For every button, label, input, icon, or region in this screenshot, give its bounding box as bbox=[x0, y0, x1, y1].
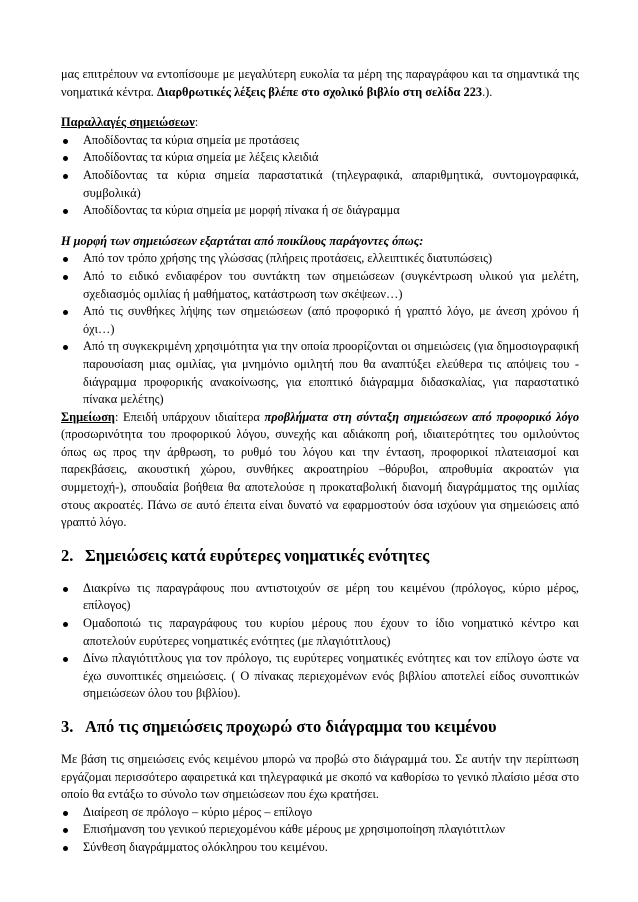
section-2-number: 2. bbox=[61, 545, 74, 565]
bullet-icon bbox=[63, 310, 68, 315]
list-item bbox=[61, 338, 579, 408]
list-item-text: Αποδίδοντας τα κύρια σημεία με λέξεις κλειδιά bbox=[83, 150, 319, 165]
bullet-icon bbox=[63, 846, 68, 851]
section-2-heading bbox=[61, 545, 579, 567]
bullet-icon bbox=[63, 345, 68, 350]
list-item-text: Από τις συνθήκες λήψης των σημειώσεων (από προφορικό ή γραπτό λόγο, με άνεση χρόνου ή όχι…) bbox=[83, 304, 579, 336]
list-item bbox=[61, 650, 579, 703]
list-item-text: Διακρίνω τις παραγράφους που αντιστοιχούν σε μέρη του κειμένου (πρόλογος, κύριο μέρος, επίλογος) bbox=[83, 580, 579, 613]
list-item bbox=[61, 167, 579, 202]
section-3-heading bbox=[61, 716, 579, 738]
list-item bbox=[61, 839, 579, 857]
section-3-paragraph: Με βάση τις σημειώσεις ενός κειμένου μπορώ να προβώ στο διάγραμμά του. Σε αυτήν την περίπτωση εργάζομαι περισσότερο αφαιρετικά και τηλεγραφικά με σκοπό να καθορίσω το γενικό πλαίσιο μέσα στο οποίο θα εντάξω το σύνολο των σημειώσεων που έχω κρατήσει. bbox=[61, 752, 579, 802]
list-item-text: Αποδίδοντας τα κύρια σημεία με προτάσεις bbox=[83, 132, 300, 147]
list-item-text: Αποδίδοντας τα κύρια σημεία παραστατικά (τηλεγραφικά, απαριθμητικά, συντομογραφικά, συμβολικά) bbox=[83, 167, 579, 200]
bullet-icon bbox=[63, 587, 68, 592]
list-item-text: Δίνω πλαγιότιτλους για τον πρόλογο, τις ευρύτερες νοηματικές ενότητες και τον επίλογο ώστε να έχω συνοπτικές σημειώσεις. ( Ο πίνακας περιεχομένων ενός βιβλίου αποτελεί είδος συνοπτικών σημειώσεων όλου του βιβλίου). bbox=[83, 651, 579, 701]
spacer bbox=[61, 220, 579, 233]
intro-tail: .). bbox=[482, 84, 493, 99]
bullet-icon bbox=[63, 622, 68, 627]
list-item bbox=[61, 804, 579, 822]
bullet-icon bbox=[63, 174, 68, 179]
list-item bbox=[61, 149, 579, 167]
note-label: Σημείωση bbox=[61, 409, 115, 424]
intro-text: μας επιτρέπουν να εντοπίσουμε με μεγαλύτερη ευκολία τα μέρη της παραγράφου και τα σημαντικά της νοηματικά κέντρα. bbox=[61, 67, 579, 99]
bullet-icon bbox=[63, 257, 68, 262]
bullet-icon bbox=[63, 139, 68, 144]
list-item-text: Διαίρεση σε πρόλογο – κύριο μέρος – επίλογο bbox=[83, 804, 313, 819]
bullet-icon bbox=[63, 828, 68, 833]
list-item bbox=[61, 580, 579, 615]
variations-heading bbox=[61, 114, 579, 132]
document-page bbox=[61, 66, 579, 857]
intro-paragraph bbox=[61, 66, 579, 101]
variations-heading-text: Παραλλαγές σημειώσεων bbox=[61, 115, 195, 130]
list-item-text: Σύνθεση διαγράμματος ολόκληρου του κειμένου. bbox=[83, 839, 328, 854]
list-item-text: Επισήμανση του γενικού περιεχομένου κάθε μέρους με χρησιμοποίηση πλαγιότιτλων bbox=[83, 822, 505, 837]
list-item bbox=[61, 250, 579, 268]
variations-list bbox=[61, 132, 579, 220]
bullet-icon bbox=[63, 156, 68, 161]
factors-list bbox=[61, 250, 579, 408]
section-2-list bbox=[61, 580, 579, 703]
list-item-text: Ομαδοποιώ τις παραγράφους του κυρίου μέρους που έχουν το ίδιο νοηματικό κέντρο και αποτελούν ευρύτερες νοηματικές ενότητες (με πλαγιότιτλους) bbox=[83, 616, 579, 648]
list-item bbox=[61, 268, 579, 303]
section-2-title: Σημειώσεις κατά ευρύτερες νοηματικές ενότητες bbox=[85, 545, 430, 565]
note-text-1: : Επειδή υπάρχουν ιδιαίτερα bbox=[114, 409, 265, 424]
section-3-list bbox=[61, 804, 579, 857]
bullet-icon bbox=[63, 209, 68, 214]
spacer bbox=[61, 738, 579, 751]
variations-heading-colon: : bbox=[194, 115, 199, 130]
list-item bbox=[61, 821, 579, 839]
bullet-icon bbox=[63, 811, 68, 816]
note-paragraph bbox=[61, 409, 579, 532]
bullet-icon bbox=[63, 657, 68, 662]
section-3-title: Από τις σημειώσεις προχωρώ στο διάγραμμα του κειμένου bbox=[85, 717, 497, 736]
list-item-text: Από τον τρόπο χρήσης της γλώσσας (πλήρεις προτάσεις, ελλειπτικές διατυπώσεις) bbox=[83, 251, 493, 266]
bullet-icon bbox=[63, 275, 68, 280]
list-item bbox=[61, 615, 579, 650]
section-3-number: 3. bbox=[61, 717, 74, 736]
list-item-text: Από τη συγκεκριμένη χρησιμότητα για την οποία προορίζονται οι σημειώσεις (για δημοσιογραφική παρουσίαση μιας ομιλίας, για μνημόνιο ομιλητή που θα αναπτύξει ελεύθερα τις απόψεις του - διάγραμμα προφορικής ανακοίνωσης, για εποπτικό διάγραμμα διδασκαλίας, για παραστατικό πίνακα μελέτης) bbox=[83, 339, 579, 407]
note-text-2: (προσωρινότητα του προφορικού λόγου, συνεχής και αδιάκοπη ροή, ιδιαιτερότητες του ομιλούντος όπως ως προς την άρθρωση, το ρυθμό του λόγου και την ένταση, προφορικοί πλατειασμοί και παρεκβάσεις, ακουστική χώρου, συνθήκες ακροατηρίου –θόρυβοι, απροθυμία ακροατών για συμμετοχή-), σπουδαία βοήθεια θα αποτελούσε η προκαταβολική διανομή διαγράμματος της ομιλίας στους ακροατές. Πάνω σε αυτό έπειτα είναι δυνατό να εφαρμοστούν όσα ισχύουν για σημειώσεις από γραπτό λόγο. bbox=[61, 427, 579, 530]
factors-heading: Η μορφή των σημειώσεων εξαρτάται από ποικίλους παράγοντες όπως: bbox=[61, 233, 424, 248]
intro-bold-reference: Διαρθρωτικές λέξεις βλέπε στο σχολικό βιβλίο στη σελίδα 223 bbox=[156, 84, 483, 99]
note-bold-text: προβλήματα στη σύνταξη σημειώσεων από προφορικό λόγο bbox=[264, 409, 579, 424]
list-item-text: Αποδίδοντας τα κύρια σημεία με μορφή πίνακα ή σε διάγραμμα bbox=[83, 203, 400, 218]
list-item bbox=[61, 202, 579, 220]
list-item bbox=[61, 132, 579, 150]
list-item bbox=[61, 303, 579, 338]
spacer bbox=[61, 532, 579, 545]
spacer bbox=[61, 101, 579, 114]
spacer bbox=[61, 703, 579, 716]
spacer bbox=[61, 567, 579, 580]
list-item-text: Από το ειδικό ενδιαφέρον του συντάκτη των σημειώσεων (συγκέντρωση υλικού για μελέτη, σχεδιασμός ομιλίας ή μαθήματος, κατάστρωση των σκέψεων…) bbox=[83, 268, 579, 301]
